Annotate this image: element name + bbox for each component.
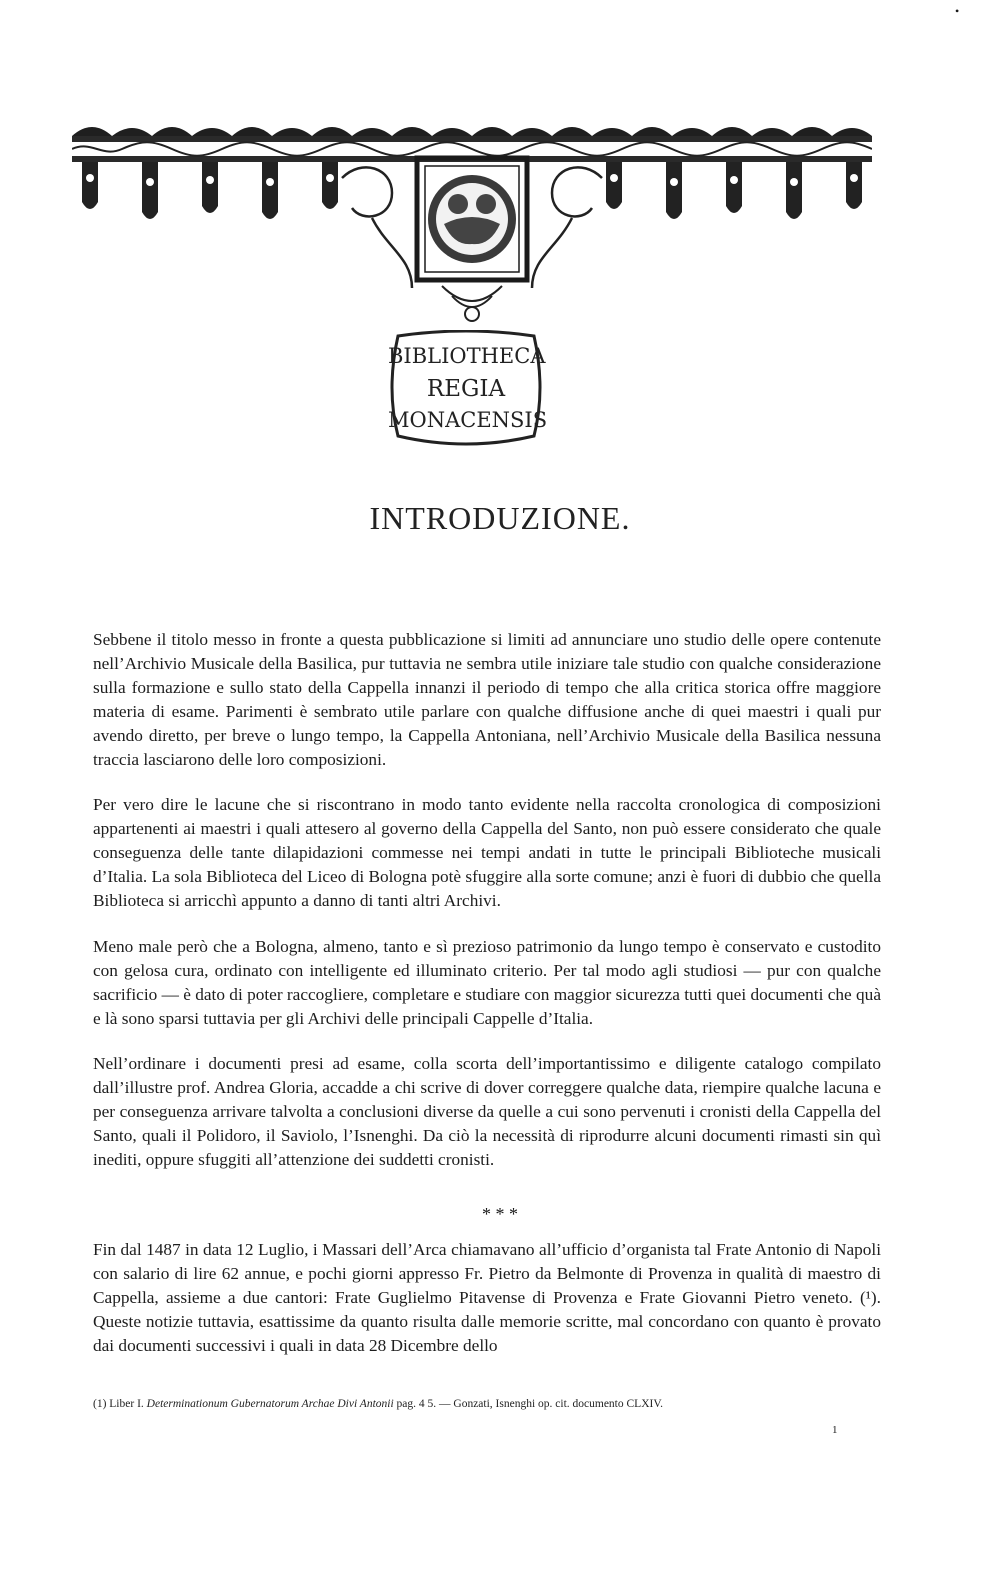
paragraph-2: Per vero dire le lacune che si riscontrano in modo tanto evidente nella raccolta cronologica di composizioni appartenenti ai maestri i quali attesero al governo della Cappella del Santo, non può essere considerato che quale conseguenza delle tante dilapidazioni commesse nei tempi andati in tutte le principali Biblioteche musicali d’Italia. La sola Biblioteca del Liceo di Bologna potè sfuggire alla sorte comune; anzi è fuori di dubbio che quella Biblioteca si arricchì appunto a danno di tanti altri Archivi.	[93, 795, 881, 910]
paragraph-4: Nell’ordinare i documenti presi ad esame, colla scorta dell’importantissimo e diligente catalogo compilato dall’illustre prof. Andrea Gloria, accadde a chi scrive di dover correggere qualche data, riempire qualche lacuna e per conseguenza arrivare talvolta a conclusioni diverse da quelle a cui sono pervenuti i cronisti della Cappella del Santo, quali il Polidoro, il Saviolo, l’Isnenghi. Da ciò la necessità di riprodurre alcuni documenti rimasti sin quì inediti, oppure sfuggiti all’attenzione dei suddetti cronisti.	[93, 1054, 881, 1169]
paragraph-5: Fin dal 1487 in data 12 Luglio, i Massari dell’Arca chiamavano all’ufficio d’organista tal Frate Antonio di Napoli con salario di lire 62 annue, e pochi giorni appresso Fr. Pietro da Belmonte di Provenza in qualità di maestro di Cappella, assieme a due cantori: Frate Guglielmo Pitavense di Provenza e Frate Giovanni Pietro veneto. (¹). Queste notizie tuttavia, esattissime da quanto risulta dalle memorie scritte, mal concordano con quanto è provato dai documenti successivi i quali in data 28 Dicembre dello	[93, 1240, 881, 1355]
paragraph-3: Meno male però che a Bologna, almeno, tanto e sì prezioso patrimonio da lungo tempo è conservato e custodito con gelosa cura, ordinato con intelligente ed illuminato criterio. Per tal modo agli studiosi — pur con qualche sacrificio — è dato di poter raccogliere, completare e studiare con maggior sicurezza tutti quei documenti che quà e là sono sparsi tuttavia per gli Archivi delle principali Cappelle d’Italia.	[93, 937, 881, 1028]
stamp-line-1: BIBLIOTHECA	[388, 344, 546, 368]
footnote-prefix: (1) Liber I.	[93, 1398, 144, 1410]
footnote-title: Determinationum Gubernatorum Archae Divi Antonii	[146, 1398, 394, 1410]
paragraph-1: Sebbene il titolo messo in fronte a questa pubblicazione si limiti ad annunciare uno studio delle opere contenute nell’Archivio Musicale della Basilica, pur tuttavia ne sembra utile iniziare tale studio con qualche considerazione sulla formazione e sullo stato della Cappella innanzi il periodo di tempo che alla critica storica offre maggiore materia di esame. Parimenti è sembrato utile parlare con qualche diffusione anche di quei maestri i quali pur avendo diretto, per breve o lungo tempo, la Cappella Antoniana, nell’Archivio Musicale della Basilica nessuna traccia lasciarono delle loro composizioni.	[93, 630, 881, 769]
library-stamp	[388, 330, 548, 448]
footnote	[93, 1398, 883, 1410]
page-mark: 1	[832, 1424, 838, 1436]
section-asterism: * * *	[482, 1204, 518, 1224]
corner-mark: •	[955, 4, 960, 18]
stamp-line-3: MONACENSIS	[388, 408, 548, 432]
footnote-suffix: pag. 4 5. — Gonzati, Isnenghi op. cit. documento CLXIV.	[396, 1398, 664, 1410]
page-title: INTRODUZIONE.	[369, 500, 631, 536]
stamp-line-2: REGIA	[426, 376, 506, 402]
decorative-headpiece	[72, 118, 872, 328]
